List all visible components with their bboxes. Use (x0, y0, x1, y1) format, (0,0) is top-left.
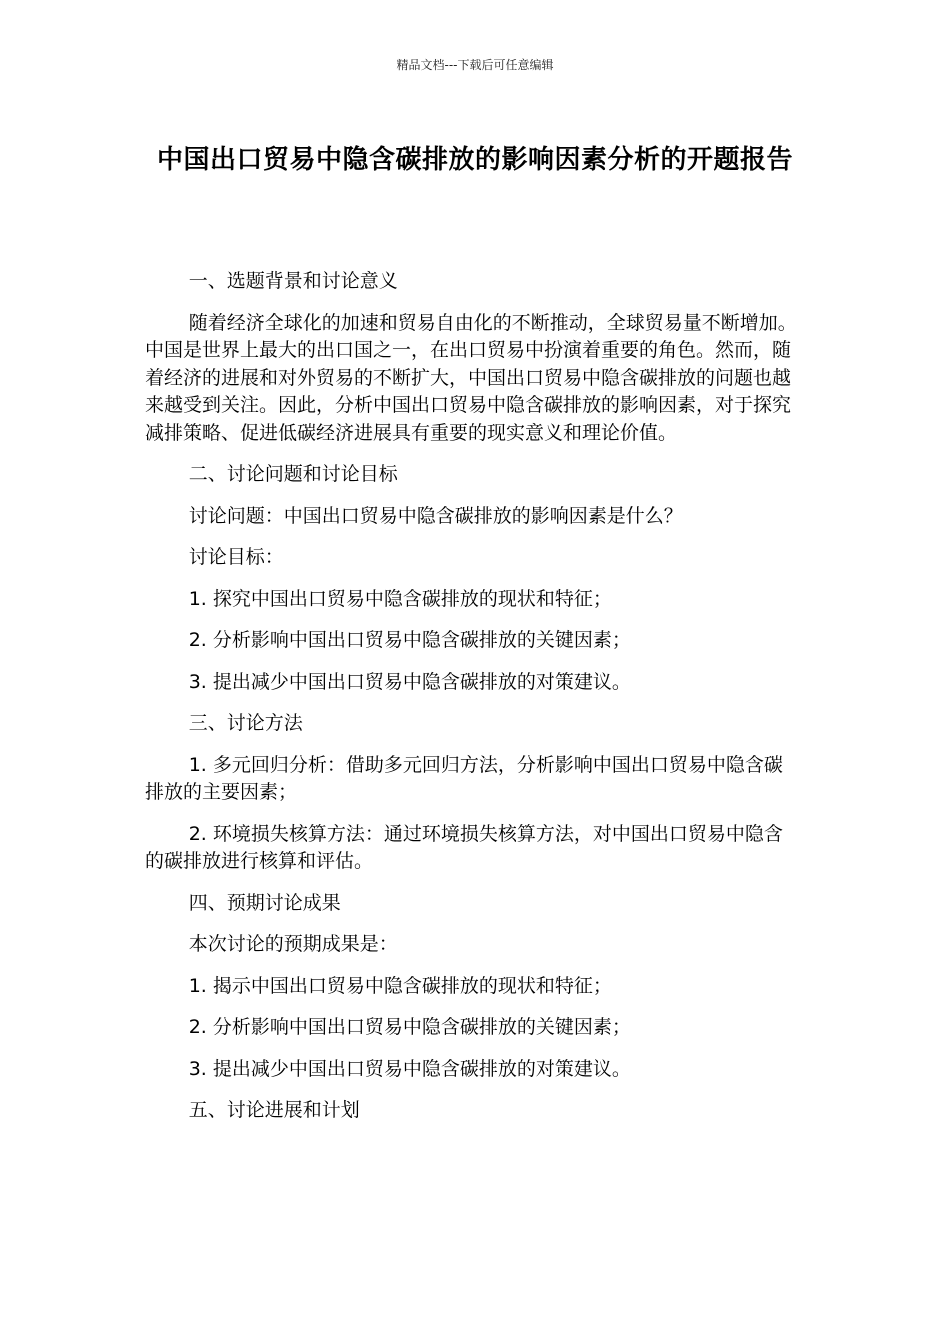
research-question: 讨论问题：中国出口贸易中隐含碳排放的影响因素是什么？ (188, 504, 683, 527)
result-item: 1. 揭示中国出口贸易中隐含碳排放的现状和特征； (188, 974, 612, 997)
header-note: 精品文档---下载后可任意编辑 (396, 58, 554, 72)
goal-item: 1. 探究中国出口贸易中隐含碳排放的现状和特征； (188, 587, 612, 610)
method-item: 1. 多元回归分析：借助多元回归方法，分析影响中国出口贸易中隐含碳排放的主要因素； (145, 753, 783, 803)
section-heading-plan: 五、讨论进展和计划 (188, 1099, 360, 1121)
results-intro: 本次讨论的预期成果是： (188, 933, 398, 955)
document-title: 中国出口贸易中隐含碳排放的影响因素分析的开题报告 (156, 145, 793, 175)
result-item: 3. 提出减少中国出口贸易中隐含碳排放的对策建议。 (188, 1057, 631, 1080)
result-item: 2. 分析影响中国出口贸易中隐含碳排放的关键因素； (188, 1016, 631, 1038)
background-paragraph: 随着经济全球化的加速和贸易自由化的不断推动，全球贸易量不断增加。中国是世界上最大的出口国之一，在出口贸易中扮演着重要的角色。然而，随着经济的进展和对外贸易的不断扩大，中国出口贸易中隐含碳排放的问题也越来越受到关注。因此，分析中国出口贸易中隐含碳排放的影响因素，对于探究减排策略、促进低碳经济进展具有重要的现实意义和理论价值。 (145, 311, 797, 444)
goal-item: 2. 分析影响中国出口贸易中隐含碳排放的关键因素； (188, 629, 631, 651)
section-heading-results: 四、预期讨论成果 (188, 891, 341, 914)
section-heading-methods: 三、讨论方法 (188, 712, 303, 734)
method-item: 2. 环境损失核算方法：通过环境损失核算方法，对中国出口贸易中隐含的碳排放进行核算和评估。 (145, 822, 783, 872)
document-body (145, 268, 800, 1125)
research-goals-label: 讨论目标： (188, 546, 284, 568)
section-heading-problem: 二、讨论问题和讨论目标 (188, 463, 398, 485)
section-heading-background: 一、选题背景和讨论意义 (188, 270, 398, 292)
goal-item: 3. 提出减少中国出口贸易中隐含碳排放的对策建议。 (188, 670, 631, 693)
